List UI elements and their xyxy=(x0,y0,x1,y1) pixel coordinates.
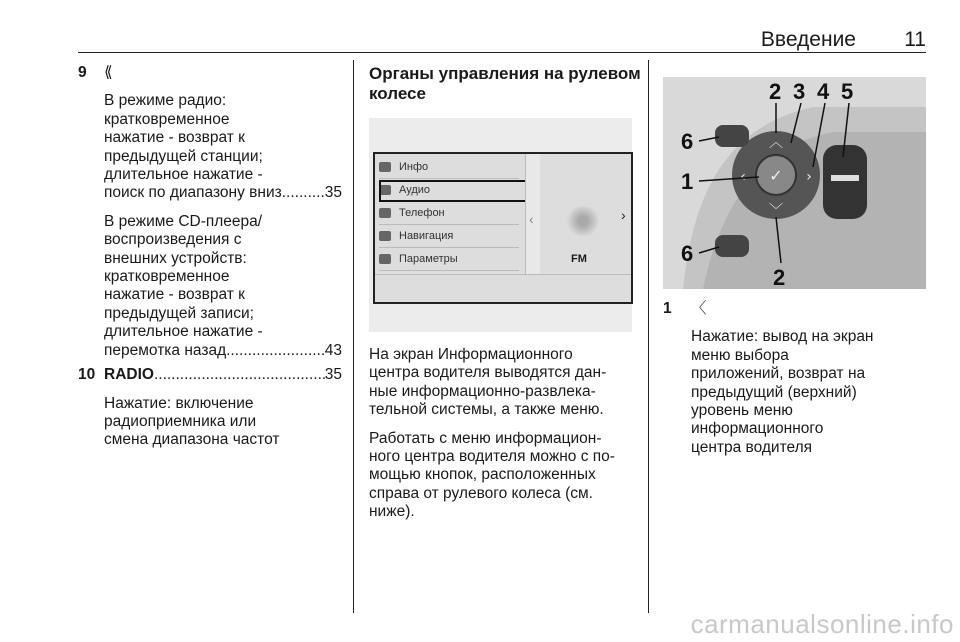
text-line: предыдущей станции; xyxy=(104,147,263,165)
callout-label: 1 xyxy=(681,169,694,194)
heading-line: Органы управления на рулевом xyxy=(369,64,641,83)
text-line: ного центра водителя можно с по- xyxy=(369,448,615,466)
leader-text: перемотка назад xyxy=(104,341,227,359)
cd-mode-paragraph xyxy=(104,213,342,360)
display-bottom-strip xyxy=(375,274,631,303)
steering-wheel-illustration xyxy=(663,77,926,289)
band-label: FM xyxy=(571,253,587,265)
menu-item-phone xyxy=(379,202,519,225)
item-1 xyxy=(663,300,926,457)
text-line: центра водителя выводятся дан- xyxy=(369,364,607,382)
section-title: Введение xyxy=(760,28,856,51)
text-line: информационного xyxy=(691,420,824,438)
leader-line xyxy=(104,366,342,384)
svg-text:﹀: ﹀ xyxy=(769,203,783,219)
phone-icon xyxy=(379,208,391,218)
intro-paragraph xyxy=(369,346,634,420)
svg-text:✓: ✓ xyxy=(769,166,783,185)
column-3 xyxy=(663,300,926,457)
svg-text:‹: ‹ xyxy=(740,169,746,185)
display-screen xyxy=(373,152,633,304)
text-line: мощью кнопок, расположенных xyxy=(369,466,596,484)
radio-mode-paragraph xyxy=(104,92,342,202)
callout-label: 6 xyxy=(681,241,694,266)
selection-highlight xyxy=(379,180,528,202)
text-line: длительное нажатие - xyxy=(104,166,263,184)
text-line: центра водителя xyxy=(691,438,813,456)
text-line: Нажатие: вывод на экран xyxy=(691,328,874,346)
column-divider-2 xyxy=(648,60,649,613)
menu-label: Инфо xyxy=(399,161,429,173)
page-number: 11 xyxy=(904,28,926,51)
item-number: 10 xyxy=(78,366,96,384)
left-arrow-symbol: 〈 xyxy=(691,300,707,317)
item-10 xyxy=(78,366,342,450)
text-line: В режиме CD-плеера/ xyxy=(104,212,263,230)
callout-label: 2 xyxy=(773,265,786,289)
radio-globe-icon xyxy=(565,206,601,236)
menu-item-settings xyxy=(379,248,519,271)
page-ref: 43 xyxy=(324,341,342,359)
text-line: меню выбора xyxy=(691,346,789,364)
text-line: нажатие - возврат к xyxy=(104,129,245,147)
leader-line xyxy=(104,184,342,202)
text-line: длительное нажатие - xyxy=(104,323,263,341)
text-line: На экран Информационного xyxy=(369,346,573,363)
leader-dots xyxy=(226,342,325,360)
menu-item-navigation xyxy=(379,225,519,248)
column-divider-1 xyxy=(353,60,354,613)
settings-icon xyxy=(379,254,391,264)
text-line: смена диапазона частот xyxy=(104,431,280,449)
page-ref: 35 xyxy=(324,366,342,384)
leader-line xyxy=(104,342,342,360)
item-number: 9 xyxy=(78,64,87,81)
leader-dots xyxy=(282,184,325,202)
page-ref: 35 xyxy=(324,184,342,202)
text-line: уровень меню xyxy=(691,402,793,420)
leader-dots xyxy=(154,366,325,384)
svg-text:›: › xyxy=(806,169,812,185)
radio-paragraph xyxy=(104,395,342,450)
header-rule xyxy=(78,52,926,53)
text-line: тельной системы, а также меню. xyxy=(369,401,604,419)
steering-wheel-controls-figure xyxy=(663,77,926,289)
item-number: 1 xyxy=(663,300,672,317)
chevron-left-icon: ‹ xyxy=(529,211,534,227)
leader-text: поиск по диапазону вниз xyxy=(104,184,282,202)
text-line: предыдущей записи; xyxy=(104,304,254,322)
text-line: предыдущий (верхний) xyxy=(691,383,857,401)
driver-info-display-figure xyxy=(369,118,632,332)
watermark: carmanualsonline.info xyxy=(690,609,954,639)
callout-label: 6 xyxy=(681,129,694,154)
info-icon xyxy=(379,162,391,172)
column-1 xyxy=(78,64,342,450)
seek-back-symbol: ⟪ xyxy=(104,64,113,81)
callout-label: 3 xyxy=(793,79,806,104)
text-line: нажатие - возврат к xyxy=(104,286,245,304)
menu-item-info xyxy=(379,156,519,179)
text-line: воспроизведения с xyxy=(104,231,242,249)
radio-label: RADIO xyxy=(104,366,154,384)
text-line: В режиме радио: xyxy=(104,92,227,110)
text-line: радиоприемника или xyxy=(104,412,257,430)
section-heading xyxy=(369,64,641,104)
text-line: кратковременное xyxy=(104,110,230,128)
text-line: ниже). xyxy=(369,503,415,521)
item-9 xyxy=(78,64,342,360)
text-line: кратковременное xyxy=(104,268,230,286)
callout-label: 4 xyxy=(817,79,830,104)
menu-label: Аудио xyxy=(399,184,431,196)
chevron-right-icon: › xyxy=(621,207,626,223)
text-line: справа от рулевого колеса (см. xyxy=(369,484,593,502)
text-line: Нажатие: включение xyxy=(104,394,254,412)
callout-label: 2 xyxy=(769,79,782,104)
navigation-icon xyxy=(379,231,391,241)
text-line: внешних устройств: xyxy=(104,249,247,267)
svg-text:︿: ︿ xyxy=(769,135,783,151)
item-1-paragraph xyxy=(691,328,926,457)
menu-label: Телефон xyxy=(399,207,445,219)
text-line: приложений, возврат на xyxy=(691,365,866,383)
menu-label: Параметры xyxy=(399,253,458,265)
column-2 xyxy=(369,64,641,522)
page-header xyxy=(78,28,926,52)
menu-label: Навигация xyxy=(399,230,454,242)
text-line: Работать с меню информацион- xyxy=(369,429,602,447)
callout-label: 5 xyxy=(841,79,854,104)
operation-paragraph xyxy=(369,430,634,522)
text-line: ные информационно-развлека- xyxy=(369,382,596,400)
heading-line: колесе xyxy=(369,84,426,103)
